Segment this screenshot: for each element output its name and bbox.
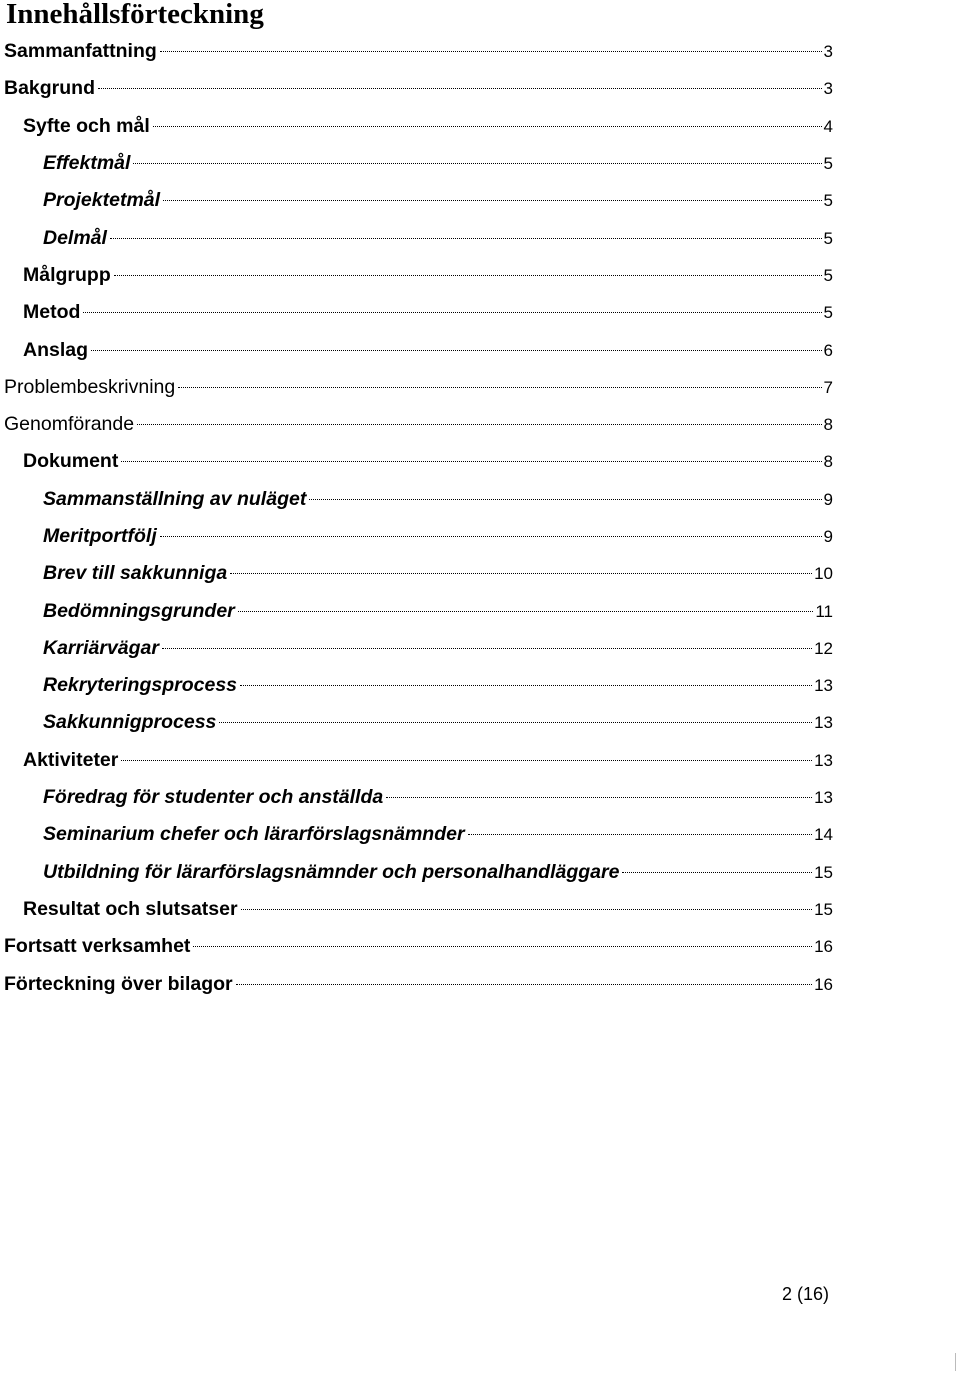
toc-entry-label: Förteckning över bilagor <box>4 972 233 995</box>
toc-entry-link[interactable] <box>0 301 960 324</box>
toc-entry-page: 5 <box>823 303 833 323</box>
toc-entry-page: 5 <box>823 228 833 248</box>
toc-entry-link[interactable] <box>0 674 960 697</box>
toc-dot-leader <box>309 499 821 500</box>
toc-dot-leader <box>162 648 812 649</box>
toc-title: Innehållsförteckning <box>6 0 264 30</box>
toc-entry-link[interactable] <box>0 973 960 996</box>
page-number: 2 (16) <box>782 1284 830 1304</box>
toc-entry-page: 11 <box>815 601 833 621</box>
toc-entry-link[interactable] <box>0 898 960 921</box>
toc-list <box>0 33 960 1003</box>
toc-dot-leader <box>240 685 812 686</box>
toc-entry-link[interactable] <box>0 152 960 175</box>
toc-entry-label: Metod <box>23 301 81 324</box>
toc-dot-leader <box>622 872 812 873</box>
toc-dot-leader <box>219 722 812 723</box>
toc-entry[interactable] <box>0 630 960 667</box>
toc-dot-leader <box>153 126 822 127</box>
toc-entry-label: Dokument <box>23 450 119 473</box>
toc-entry[interactable] <box>0 145 960 182</box>
toc-entry-label: Projektetmål <box>43 189 161 212</box>
toc-entry-link[interactable] <box>0 786 960 809</box>
toc-entry-page: 7 <box>823 377 833 397</box>
toc-entry-label: Seminarium chefer och lärarförslagsnämnder <box>43 823 465 846</box>
toc-entry-link[interactable] <box>0 749 960 772</box>
toc-dot-leader <box>238 611 814 612</box>
toc-entry-label: Bakgrund <box>4 77 96 100</box>
toc-entry[interactable] <box>0 108 960 145</box>
toc-entry-label: Utbildning för lärarförslagsnämnder och personalhandläggare <box>43 860 620 883</box>
toc-entry-page: 16 <box>814 937 833 957</box>
toc-entry[interactable] <box>0 742 960 779</box>
toc-entry-label: Sammanfattning <box>4 40 157 63</box>
toc-entry-page: 8 <box>823 415 833 435</box>
toc-entry-label: Sakkunnigprocess <box>43 711 217 734</box>
toc-entry-label: Rekryteringsprocess <box>43 674 238 697</box>
toc-entry[interactable] <box>0 928 960 965</box>
toc-entry-label: Målgrupp <box>23 263 111 286</box>
toc-entry-link[interactable] <box>0 935 960 958</box>
toc-entry-label: Syfte och mål <box>23 114 150 137</box>
toc-entry-label: Brev till sakkunniga <box>43 562 228 585</box>
toc-dot-leader <box>91 350 822 351</box>
toc-entry-page: 3 <box>823 79 833 99</box>
toc-entry-page: 9 <box>823 489 833 509</box>
toc-entry-page: 16 <box>814 974 833 994</box>
toc-entry-label: Aktiviteter <box>23 748 119 771</box>
toc-entry-label: Föredrag för studenter och anställda <box>43 786 384 809</box>
toc-dot-leader <box>114 275 822 276</box>
toc-entry[interactable] <box>0 481 960 518</box>
toc-dot-leader <box>163 200 821 201</box>
toc-entry-page: 12 <box>814 638 833 658</box>
toc-entry-link[interactable] <box>0 823 960 846</box>
toc-entry[interactable] <box>0 891 960 928</box>
toc-entry-label: Problembeskrivning <box>4 375 176 398</box>
toc-dot-leader <box>178 387 821 388</box>
toc-entry[interactable] <box>0 70 960 107</box>
toc-entry-page: 8 <box>823 452 833 472</box>
toc-dot-leader <box>386 797 812 798</box>
toc-entry-page: 6 <box>823 340 833 360</box>
toc-entry-link[interactable] <box>0 600 960 623</box>
toc-entry-link[interactable] <box>0 488 960 511</box>
toc-entry-page: 10 <box>814 564 833 584</box>
toc-entry-link[interactable] <box>0 189 960 212</box>
toc-entry[interactable] <box>0 33 960 70</box>
toc-entry-link[interactable] <box>0 376 960 399</box>
toc-entry[interactable] <box>0 592 960 629</box>
toc-entry[interactable] <box>0 294 960 331</box>
toc-dot-leader <box>241 909 813 910</box>
toc-entry[interactable] <box>0 816 960 853</box>
toc-entry-page: 4 <box>823 116 833 136</box>
toc-dot-leader <box>110 238 822 239</box>
toc-entry-link[interactable] <box>0 525 960 548</box>
toc-entry-page: 13 <box>814 713 833 733</box>
toc-entry-link[interactable] <box>0 637 960 660</box>
toc-entry-page: 15 <box>814 862 833 882</box>
toc-entry-link[interactable] <box>0 413 960 436</box>
toc-entry-label: Meritportfölj <box>43 525 157 547</box>
toc-entry-page: 13 <box>814 788 833 808</box>
toc-dot-leader <box>236 984 812 985</box>
toc-entry-link[interactable] <box>0 227 960 250</box>
toc-entry[interactable] <box>0 182 960 219</box>
toc-entry-link[interactable] <box>0 450 960 473</box>
toc-entry-page: 5 <box>823 191 833 211</box>
toc-entry-link[interactable] <box>0 562 960 585</box>
toc-entry-page: 9 <box>823 527 833 546</box>
toc-entry[interactable] <box>0 257 960 294</box>
toc-entry[interactable] <box>0 667 960 704</box>
toc-entry-label: Sammanställning av nuläget <box>43 487 307 510</box>
toc-entry[interactable] <box>0 369 960 406</box>
toc-entry-link[interactable] <box>0 264 960 287</box>
toc-entry[interactable] <box>0 219 960 256</box>
toc-entry-label: Karriärvägar <box>43 636 159 659</box>
toc-entry-label: Resultat och slutsatser <box>23 897 238 920</box>
toc-entry-page: 13 <box>814 676 833 696</box>
toc-entry-label: Delmål <box>43 226 107 249</box>
toc-entry[interactable] <box>0 555 960 592</box>
toc-entry-page: 5 <box>823 265 833 285</box>
toc-entry-link[interactable] <box>0 40 960 63</box>
toc-dot-leader <box>83 312 821 313</box>
toc-dot-leader <box>121 760 812 761</box>
toc-entry-page: 14 <box>814 825 833 845</box>
toc-dot-leader <box>133 163 821 164</box>
toc-entry-page: 15 <box>814 899 833 919</box>
toc-entry-page: 3 <box>823 42 833 62</box>
toc-entry[interactable] <box>0 779 960 816</box>
toc-dot-leader <box>98 88 822 89</box>
toc-dot-leader <box>193 946 812 947</box>
toc-dot-leader <box>160 51 822 52</box>
toc-entry[interactable] <box>0 443 960 480</box>
toc-dot-leader <box>121 461 821 462</box>
toc-entry-label: Fortsatt verksamhet <box>4 935 191 958</box>
toc-entry-label: Anslag <box>23 338 89 361</box>
toc-entry[interactable] <box>0 704 960 741</box>
toc-entry-link[interactable] <box>0 339 960 362</box>
toc-dot-leader <box>160 536 822 537</box>
edge-mark <box>955 1353 956 1371</box>
toc-entry-link[interactable] <box>0 711 960 734</box>
toc-entry[interactable] <box>0 518 960 555</box>
toc-dot-leader <box>137 424 821 425</box>
toc-dot-leader <box>468 834 813 835</box>
toc-entry[interactable] <box>0 406 960 443</box>
toc-entry-link[interactable] <box>0 861 960 884</box>
toc-entry[interactable] <box>0 965 960 1002</box>
toc-entry-label: Effektmål <box>43 152 131 175</box>
toc-entry[interactable] <box>0 854 960 891</box>
toc-entry-page: 5 <box>823 154 833 174</box>
toc-entry[interactable] <box>0 331 960 368</box>
toc-dot-leader <box>230 573 812 574</box>
toc-entry-label: Genomförande <box>4 413 135 436</box>
toc-entry-link[interactable] <box>0 77 960 100</box>
toc-entry-link[interactable] <box>0 115 960 138</box>
toc-entry-label: Bedömningsgrunder <box>43 599 235 622</box>
toc-entry-page: 13 <box>814 750 833 770</box>
